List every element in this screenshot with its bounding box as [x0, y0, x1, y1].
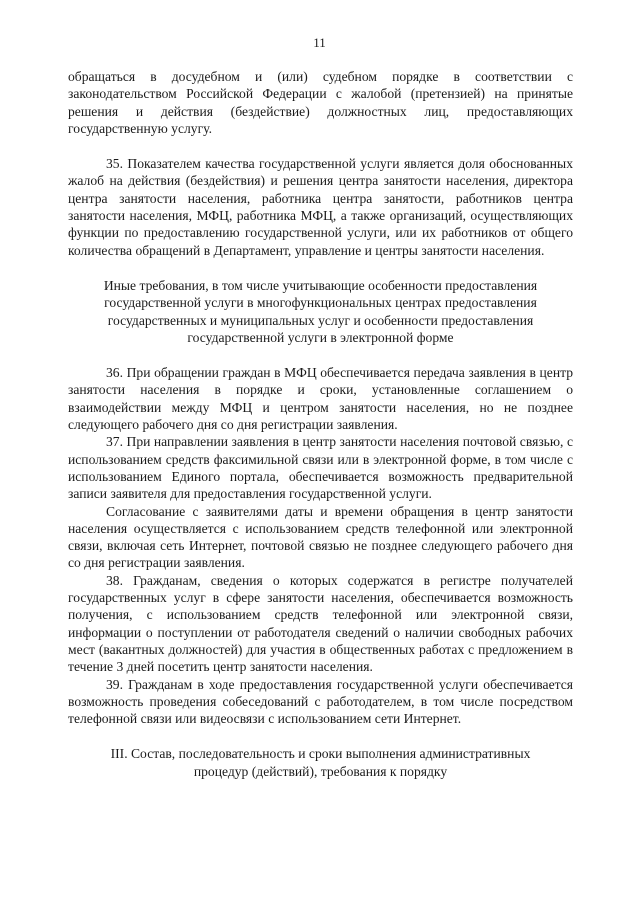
document-body [68, 68, 573, 780]
paragraph-37: 37. При направлении заявления в центр занятости населения почтовой связью, с использованием средств факсимильной связи или в электронной форме, в том числе с использованием Единого портала, обеспечивается возможность предварительной записи заявителя для предоставления государственной услуги. [68, 434, 573, 502]
paragraph-39: 39. Гражданам в ходе предоставления государственной услуги обеспечивается возможность проведения собеседований с работодателем, в том числе посредством телефонной связи или видеосвязи с использованием сети Интернет. [68, 676, 573, 727]
section-heading-other-requirements: Иные требования, в том числе учитывающие особенности предоставления государственной услуги в многофункциональных центрах предоставления государственных и муниципальных услуг и особенности предоставления государственной услуги в электронной форме [103, 277, 538, 345]
paragraph-36: 36. При обращении граждан в МФЦ обеспечивается передача заявления в центр занятости населения в порядке и сроки, установленные соглашением о взаимодействии между МФЦ и центром занятости населения, но не позднее следующего рабочего дня со дня регистрации заявления. [68, 365, 573, 433]
section-heading-iii: III. Состав, последовательность и сроки выполнения административных процедур (действий), требования к порядку [110, 746, 531, 779]
paragraph-appeal-right: обращаться в досудебном и (или) судебном порядке в соответствии с законодательством Российской Федерации с жалобой (претензией) на принятые решения и действия (бездействие) должностных лиц, предоставляющих государственную услугу. [68, 69, 573, 136]
paragraph-35: 35. Показателем качества государственной услуги является доля обоснованных жалоб на действия (бездействия) и решения центра занятости населения, директора центра занятости населения, работника центра занятости, работников центра занятости населения, МФЦ, работника МФЦ, а также организаций, осуществляющих функции по предоставлению государственной услуги, или их работников от общего количества обращений в Департамент, управление и центры занятости населения. [68, 156, 573, 258]
page-number: 11 [313, 35, 326, 50]
paragraph-38: 38. Гражданам, сведения о которых содержатся в регистре получателей государственных услуг в сфере занятости населения, обеспечивается возможность получения, с использованием средств телефонной или электронной связи, информации о поступлении от работодателя сведений о наличии свободных рабочих мест (вакантных должностей) для участия в общественных работах с предложением в течение 3 дней посетить центр занятости населения. [68, 572, 573, 675]
paragraph-37-agreement: Согласование с заявителями даты и времени обращения в центр занятости населения осуществляется с использованием средств телефонной или электронной связи, включая сеть Интернет, почтовой связью не позднее следующего рабочего дня со дня регистрации заявления. [68, 503, 573, 571]
